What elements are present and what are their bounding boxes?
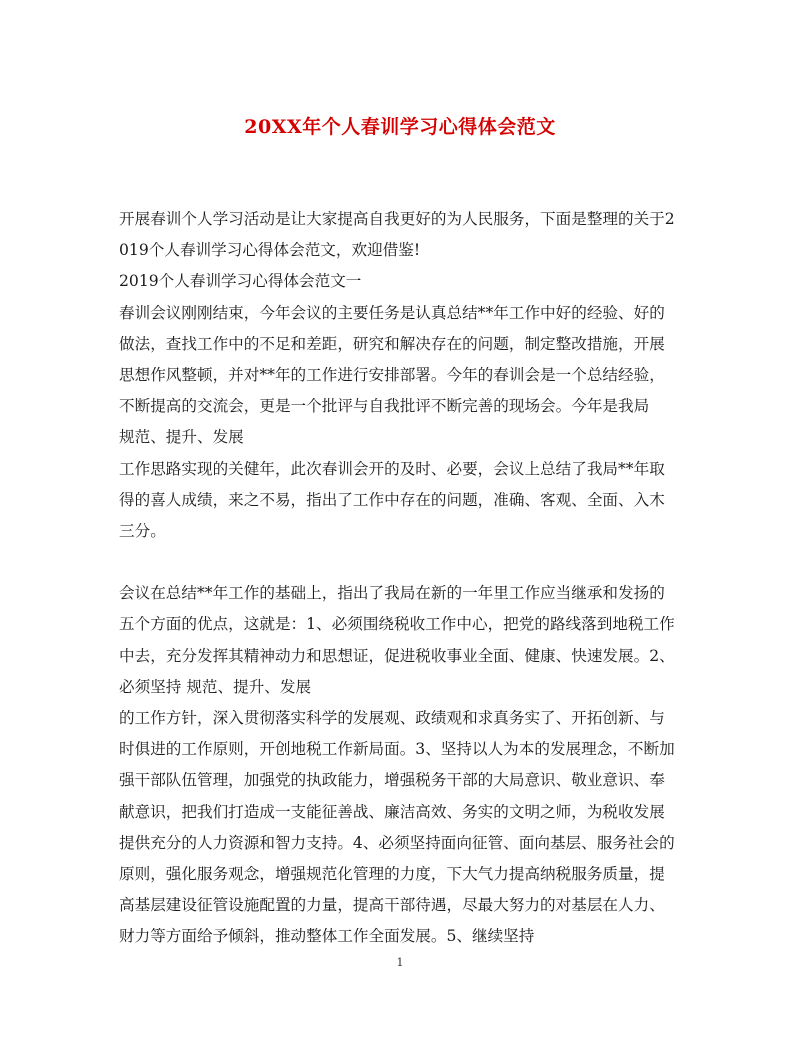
body-line: 强干部队伍管理，加强党的执政能力，增强税务干部的大局意识、敬业意识、奉 xyxy=(119,771,665,790)
document-title: 20XX年个人春训学习心得体会范文 xyxy=(244,116,556,138)
body-line: 中去，充分发挥其精神动力和思想证，促进税收事业全面、健康、快速发展。2、 xyxy=(119,646,675,665)
body-line: 019个人春训学习心得体会范文，欢迎借鉴! xyxy=(119,241,421,260)
body-line: 献意识，把我们打造成一支能征善战、廉洁高效、务实的文明之师，为税收发展 xyxy=(119,802,665,821)
body-line: 时俱进的工作原则，开创地税工作新局面。3、坚持以人为本的发展理念，不断加 xyxy=(119,740,675,759)
paragraph-gap xyxy=(119,547,685,578)
body-line: 提供充分的人力资源和智力支持。4、必须坚持面向征管、面向基层、服务社会的 xyxy=(119,833,675,852)
body-line: 不断提高的交流会，更是一个批评与自我批评不断完善的现场会。今年是我局 xyxy=(119,397,650,416)
document-body xyxy=(119,204,685,953)
body-line: 原则，强化服务观念，增强规范化管理的力度，下大气力提高纳税服务质量，提 xyxy=(119,864,665,883)
body-line: 做法，查找工作中的不足和差距，研究和解决存在的问题，制定整改措施，开展 xyxy=(119,334,665,353)
body-line: 2019个人春训学习心得体会范文一 xyxy=(119,272,362,291)
body-line: 必须坚持 规范、提升、发展 xyxy=(119,677,312,696)
page-number: 1 xyxy=(396,956,404,969)
body-line: 春训会议刚刚结束，今年会议的主要任务是认真总结**年工作中好的经验、好的 xyxy=(119,303,665,322)
body-line: 工作思路实现的关健年，此次春训会开的及时、必要，会议上总结了我局**年取 xyxy=(119,459,665,478)
body-line: 三分。 xyxy=(119,521,166,540)
body-line: 规范、提升、发展 xyxy=(119,428,244,447)
body-line: 会议在总结**年工作的基础上，指出了我局在新的一年里工作应当继承和发扬的 xyxy=(119,584,665,603)
body-line: 的工作方针，深入贯彻落实科学的发展观、政绩观和求真务实了、开拓创新、与 xyxy=(119,709,665,727)
body-line: 得的喜人成绩，来之不易，指出了工作中存在的问题，准确、客观、全面、入木 xyxy=(119,490,665,509)
body-line: 思想作风整顿，并对**年的工作进行安排部署。今年的春训会是一个总结经验， xyxy=(119,365,665,384)
body-line: 开展春训个人学习活动是让大家提高自我更好的为人民服务，下面是整理的关于2 xyxy=(119,210,675,228)
body-line: 高基层建设征管设施配置的力量，提高干部待遇，尽最大努力的对基层在人力、 xyxy=(119,896,665,915)
body-line: 五个方面的优点，这就是：1、必须围绕税收工作中心，把党的路线落到地税工作 xyxy=(119,615,675,634)
body-line: 财力等方面给予倾斜，推动整体工作全面发展。5、继续坚持 xyxy=(119,927,535,946)
